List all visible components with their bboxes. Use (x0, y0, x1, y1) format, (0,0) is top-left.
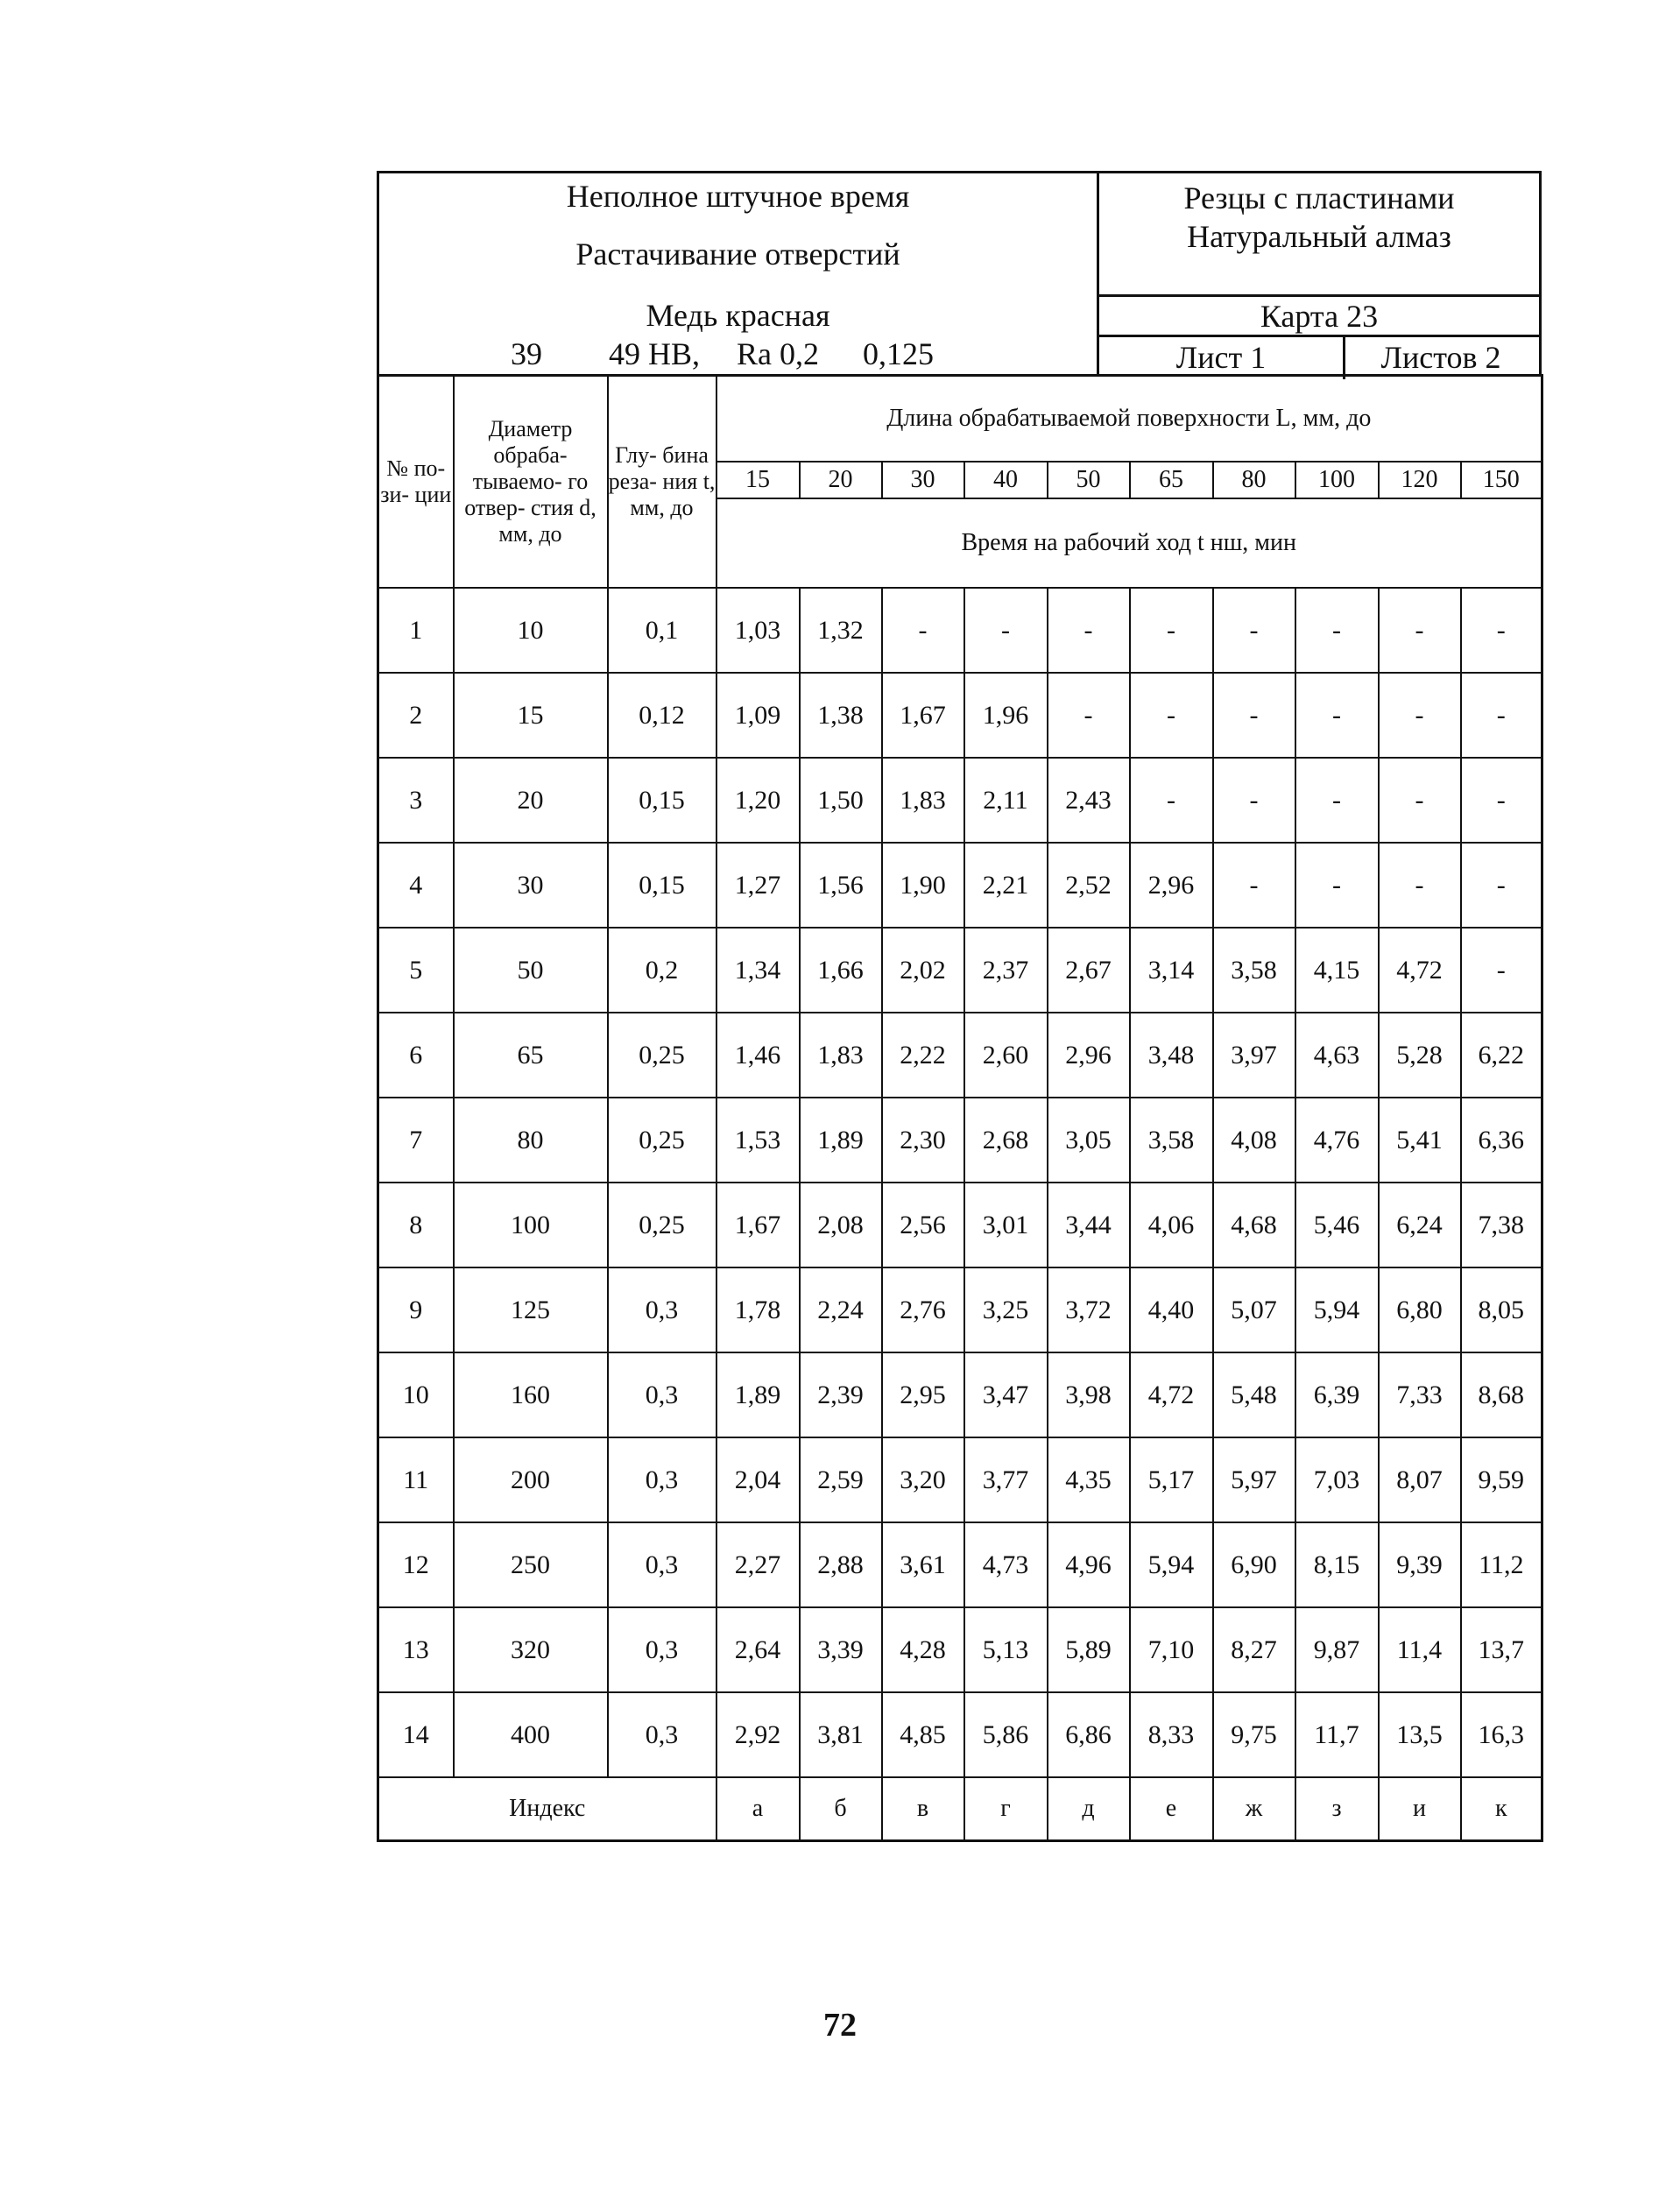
diameter-cell: 320 (454, 1607, 608, 1692)
time-value-cell: 2,24 (800, 1267, 882, 1352)
time-value-cell: 5,28 (1379, 1013, 1461, 1098)
length-value-cell: 120 (1379, 462, 1461, 498)
index-letter-cell: з (1295, 1777, 1379, 1841)
roughness-ra: Ra 0,2 (737, 336, 819, 371)
table-row (378, 673, 1542, 758)
position-cell: 5 (378, 928, 454, 1013)
time-value-cell: - (1295, 588, 1379, 673)
time-value-cell: 4,15 (1295, 928, 1379, 1013)
time-value-cell: - (1048, 588, 1130, 673)
time-value-cell: - (1213, 588, 1295, 673)
hardness-min: 39 (511, 336, 542, 371)
diameter-cell: 50 (454, 928, 608, 1013)
depth-cell: 0,25 (608, 1098, 716, 1183)
time-value-cell: 4,35 (1048, 1437, 1130, 1522)
col-length-header: Длина обрабатываемой поверхности L, мм, до (716, 376, 1542, 462)
depth-cell: 0,3 (608, 1692, 716, 1777)
depth-cell: 0,3 (608, 1267, 716, 1352)
depth-cell: 0,3 (608, 1607, 716, 1692)
time-value-cell: 5,17 (1130, 1437, 1213, 1522)
index-letter-cell: и (1379, 1777, 1461, 1841)
depth-cell: 0,3 (608, 1437, 716, 1522)
time-value-cell: 5,07 (1213, 1267, 1295, 1352)
time-value-cell: 4,72 (1379, 928, 1461, 1013)
time-value-cell: 1,34 (716, 928, 800, 1013)
time-value-cell: 1,27 (716, 843, 800, 928)
time-value-cell: 3,98 (1048, 1352, 1130, 1437)
time-value-cell: - (1461, 758, 1542, 843)
time-header: Время на рабочий ход t нш, мин (716, 498, 1542, 588)
time-value-cell: - (1295, 673, 1379, 758)
time-value-cell: - (1379, 673, 1461, 758)
position-cell: 10 (378, 1352, 454, 1437)
time-value-cell: 2,43 (1048, 758, 1130, 843)
time-value-cell: - (882, 588, 964, 673)
position-cell: 2 (378, 673, 454, 758)
time-value-cell: 1,83 (800, 1013, 882, 1098)
time-value-cell: - (1213, 758, 1295, 843)
time-value-cell: 9,75 (1213, 1692, 1295, 1777)
length-value-cell: 50 (1048, 462, 1130, 498)
time-value-cell: 16,3 (1461, 1692, 1542, 1777)
time-value-cell: 4,40 (1130, 1267, 1213, 1352)
table-row (378, 1692, 1542, 1777)
time-value-cell: 5,94 (1130, 1522, 1213, 1607)
time-value-cell: 2,21 (964, 843, 1048, 928)
header-left (379, 173, 1099, 374)
table-row (378, 1352, 1542, 1437)
time-value-cell: 2,08 (800, 1183, 882, 1267)
position-cell: 6 (378, 1013, 454, 1098)
sheet-count: Листов 2 (1380, 340, 1501, 375)
time-value-cell: 3,72 (1048, 1267, 1130, 1352)
depth-cell: 0,2 (608, 928, 716, 1013)
time-value-cell: 6,86 (1048, 1692, 1130, 1777)
time-value-cell: 1,96 (964, 673, 1048, 758)
index-letter-cell: е (1130, 1777, 1213, 1841)
time-value-cell: 4,73 (964, 1522, 1048, 1607)
time-value-cell: 2,68 (964, 1098, 1048, 1183)
time-value-cell: 1,78 (716, 1267, 800, 1352)
time-value-cell: 2,39 (800, 1352, 882, 1437)
depth-cell: 0,25 (608, 1013, 716, 1098)
time-value-cell: 5,97 (1213, 1437, 1295, 1522)
time-value-cell: 1,89 (800, 1098, 882, 1183)
time-value-cell: 2,56 (882, 1183, 964, 1267)
time-value-cell: - (1379, 758, 1461, 843)
length-value-cell: 15 (716, 462, 800, 498)
position-cell: 3 (378, 758, 454, 843)
position-cell: 13 (378, 1607, 454, 1692)
depth-cell: 0,3 (608, 1352, 716, 1437)
index-row (378, 1777, 1542, 1841)
time-value-cell: 1,38 (800, 673, 882, 758)
table-row (378, 1437, 1542, 1522)
time-norms-table (377, 374, 1543, 1842)
time-value-cell: 1,20 (716, 758, 800, 843)
position-cell: 4 (378, 843, 454, 928)
time-value-cell: 4,68 (1213, 1183, 1295, 1267)
time-value-cell: 3,44 (1048, 1183, 1130, 1267)
time-value-cell: 8,05 (1461, 1267, 1542, 1352)
diameter-cell: 10 (454, 588, 608, 673)
time-value-cell: - (1461, 673, 1542, 758)
table-row (378, 1267, 1542, 1352)
time-value-cell: 2,88 (800, 1522, 882, 1607)
time-value-cell: 2,04 (716, 1437, 800, 1522)
time-value-cell: 9,39 (1379, 1522, 1461, 1607)
time-value-cell: 6,36 (1461, 1098, 1542, 1183)
depth-cell: 0,15 (608, 843, 716, 928)
roughness-max: 0,125 (863, 336, 934, 371)
time-value-cell: 2,60 (964, 1013, 1048, 1098)
time-value-cell: 3,39 (800, 1607, 882, 1692)
time-value-cell: 1,83 (882, 758, 964, 843)
length-value-cell: 80 (1213, 462, 1295, 498)
time-value-cell: 6,80 (1379, 1267, 1461, 1352)
diameter-cell: 30 (454, 843, 608, 928)
table-row (378, 1522, 1542, 1607)
time-value-cell: 6,90 (1213, 1522, 1295, 1607)
time-value-cell: 13,5 (1379, 1692, 1461, 1777)
time-value-cell: - (1130, 758, 1213, 843)
time-value-cell: 1,50 (800, 758, 882, 843)
table-row (378, 928, 1542, 1013)
table-row (378, 1607, 1542, 1692)
time-value-cell: 3,58 (1130, 1098, 1213, 1183)
time-value-cell: 2,30 (882, 1098, 964, 1183)
depth-cell: 0,3 (608, 1522, 716, 1607)
time-value-cell: 4,63 (1295, 1013, 1379, 1098)
time-value-cell: 7,38 (1461, 1183, 1542, 1267)
length-value-cell: 65 (1130, 462, 1213, 498)
diameter-cell: 20 (454, 758, 608, 843)
time-value-cell: 3,48 (1130, 1013, 1213, 1098)
time-value-cell: 3,97 (1213, 1013, 1295, 1098)
time-value-cell: - (1213, 673, 1295, 758)
time-value-cell: 2,37 (964, 928, 1048, 1013)
position-cell: 11 (378, 1437, 454, 1522)
header-material: Медь красная (646, 298, 830, 333)
time-value-cell: - (1130, 673, 1213, 758)
diameter-cell: 15 (454, 673, 608, 758)
index-letter-cell: а (716, 1777, 800, 1841)
time-value-cell: 1,32 (800, 588, 882, 673)
depth-cell: 0,25 (608, 1183, 716, 1267)
time-value-cell: 1,46 (716, 1013, 800, 1098)
time-value-cell: 2,59 (800, 1437, 882, 1522)
time-value-cell: 4,76 (1295, 1098, 1379, 1183)
time-value-cell: 6,39 (1295, 1352, 1379, 1437)
time-value-cell: 7,03 (1295, 1437, 1379, 1522)
time-value-cell: 2,95 (882, 1352, 964, 1437)
col-position-header: № по- зи- ции (378, 376, 454, 589)
time-value-cell: 2,27 (716, 1522, 800, 1607)
time-value-cell: 3,61 (882, 1522, 964, 1607)
length-value-cell: 100 (1295, 462, 1379, 498)
index-letter-cell: в (882, 1777, 964, 1841)
time-value-cell: 5,89 (1048, 1607, 1130, 1692)
time-value-cell: 3,05 (1048, 1098, 1130, 1183)
time-value-cell: 3,25 (964, 1267, 1048, 1352)
table-row (378, 843, 1542, 928)
time-value-cell: 5,94 (1295, 1267, 1379, 1352)
time-value-cell: - (1048, 673, 1130, 758)
time-value-cell: 6,22 (1461, 1013, 1542, 1098)
table-row (378, 758, 1542, 843)
diameter-cell: 200 (454, 1437, 608, 1522)
time-value-cell: 2,76 (882, 1267, 964, 1352)
table-row (378, 1013, 1542, 1098)
time-value-cell: 5,13 (964, 1607, 1048, 1692)
diameter-cell: 65 (454, 1013, 608, 1098)
time-value-cell: - (1461, 588, 1542, 673)
time-value-cell: 4,06 (1130, 1183, 1213, 1267)
depth-cell: 0,1 (608, 588, 716, 673)
table-row (378, 1098, 1542, 1183)
time-value-cell: - (1461, 843, 1542, 928)
time-value-cell: 6,24 (1379, 1183, 1461, 1267)
time-value-cell: 5,86 (964, 1692, 1048, 1777)
time-value-cell: 5,41 (1379, 1098, 1461, 1183)
time-value-cell: 9,87 (1295, 1607, 1379, 1692)
index-letter-cell: г (964, 1777, 1048, 1841)
depth-cell: 0,12 (608, 673, 716, 758)
time-value-cell: 1,09 (716, 673, 800, 758)
card-header (377, 171, 1542, 374)
time-value-cell: 4,72 (1130, 1352, 1213, 1437)
diameter-cell: 125 (454, 1267, 608, 1352)
time-value-cell: - (1461, 928, 1542, 1013)
time-value-cell: 2,67 (1048, 928, 1130, 1013)
time-value-cell: 5,46 (1295, 1183, 1379, 1267)
length-value-cell: 150 (1461, 462, 1542, 498)
time-value-cell: 8,15 (1295, 1522, 1379, 1607)
sheet-info (1099, 335, 1539, 379)
time-value-cell: 2,02 (882, 928, 964, 1013)
position-cell: 8 (378, 1183, 454, 1267)
position-cell: 12 (378, 1522, 454, 1607)
table-body (378, 588, 1542, 1777)
time-value-cell: 7,33 (1379, 1352, 1461, 1437)
time-value-cell: 3,58 (1213, 928, 1295, 1013)
diameter-cell: 250 (454, 1522, 608, 1607)
length-value-cell: 30 (882, 462, 964, 498)
length-value-cell: 40 (964, 462, 1048, 498)
time-value-cell: 2,96 (1130, 843, 1213, 928)
time-value-cell: 1,67 (882, 673, 964, 758)
index-letter-cell: к (1461, 1777, 1542, 1841)
time-value-cell: 3,47 (964, 1352, 1048, 1437)
time-value-cell: 2,96 (1048, 1013, 1130, 1098)
table-row (378, 1183, 1542, 1267)
hardness-max: 49 HB, (609, 336, 701, 371)
time-value-cell: 2,64 (716, 1607, 800, 1692)
header-operation: Растачивание отверстий (575, 237, 900, 272)
index-letter-cell: ж (1213, 1777, 1295, 1841)
page-number: 72 (823, 2007, 857, 2044)
time-value-cell: 3,14 (1130, 928, 1213, 1013)
time-value-cell: 3,77 (964, 1437, 1048, 1522)
time-value-cell: 4,85 (882, 1692, 964, 1777)
time-value-cell: 8,27 (1213, 1607, 1295, 1692)
col-diameter-header: Диаметр обраба- тываемо- го отвер- стия d, мм, до (454, 376, 608, 589)
time-value-cell: 11,4 (1379, 1607, 1461, 1692)
time-value-cell: 3,01 (964, 1183, 1048, 1267)
header-title: Неполное штучное время (566, 179, 910, 214)
position-cell: 9 (378, 1267, 454, 1352)
time-value-cell: - (964, 588, 1048, 673)
col-depth-header: Глу- бина реза- ния t, мм, до (608, 376, 716, 589)
time-value-cell: 2,52 (1048, 843, 1130, 928)
position-cell: 1 (378, 588, 454, 673)
diameter-cell: 100 (454, 1183, 608, 1267)
time-value-cell: 8,07 (1379, 1437, 1461, 1522)
tool-line2: Натуральный алмаз (1187, 219, 1451, 254)
time-value-cell: 7,10 (1130, 1607, 1213, 1692)
sheet-number: Лист 1 (1099, 337, 1345, 379)
time-value-cell: 9,59 (1461, 1437, 1542, 1522)
time-value-cell: 5,48 (1213, 1352, 1295, 1437)
tool-line1: Резцы с пластинами (1183, 180, 1455, 215)
time-value-cell: 13,7 (1461, 1607, 1542, 1692)
index-label: Индекс (378, 1777, 716, 1841)
time-value-cell: 1,90 (882, 843, 964, 928)
length-value-cell: 20 (800, 462, 882, 498)
time-value-cell: 1,66 (800, 928, 882, 1013)
time-value-cell: - (1295, 843, 1379, 928)
table-row (378, 588, 1542, 673)
time-value-cell: - (1130, 588, 1213, 673)
diameter-cell: 80 (454, 1098, 608, 1183)
time-value-cell: 1,56 (800, 843, 882, 928)
position-cell: 7 (378, 1098, 454, 1183)
time-value-cell: 11,2 (1461, 1522, 1542, 1607)
time-value-cell: 2,22 (882, 1013, 964, 1098)
time-value-cell: 4,28 (882, 1607, 964, 1692)
time-value-cell: - (1379, 588, 1461, 673)
time-value-cell: 2,11 (964, 758, 1048, 843)
position-cell: 14 (378, 1692, 454, 1777)
time-value-cell: 1,67 (716, 1183, 800, 1267)
time-value-cell: 1,03 (716, 588, 800, 673)
time-value-cell: 1,53 (716, 1098, 800, 1183)
time-value-cell: 2,92 (716, 1692, 800, 1777)
card-number: Карта 23 (1099, 294, 1539, 337)
norms-card (377, 171, 1542, 1842)
tool-description (1099, 179, 1539, 256)
depth-cell: 0,15 (608, 758, 716, 843)
index-letter-cell: д (1048, 1777, 1130, 1841)
time-value-cell: 4,08 (1213, 1098, 1295, 1183)
header-right (1099, 173, 1539, 374)
time-value-cell: 11,7 (1295, 1692, 1379, 1777)
time-value-cell: - (1379, 843, 1461, 928)
time-value-cell: 3,81 (800, 1692, 882, 1777)
time-value-cell: - (1295, 758, 1379, 843)
diameter-cell: 400 (454, 1692, 608, 1777)
time-value-cell: 4,96 (1048, 1522, 1130, 1607)
time-value-cell: 1,89 (716, 1352, 800, 1437)
diameter-cell: 160 (454, 1352, 608, 1437)
time-value-cell: 8,33 (1130, 1692, 1213, 1777)
time-value-cell: 8,68 (1461, 1352, 1542, 1437)
time-value-cell: 3,20 (882, 1437, 964, 1522)
time-value-cell: - (1213, 843, 1295, 928)
index-letter-cell: б (800, 1777, 882, 1841)
